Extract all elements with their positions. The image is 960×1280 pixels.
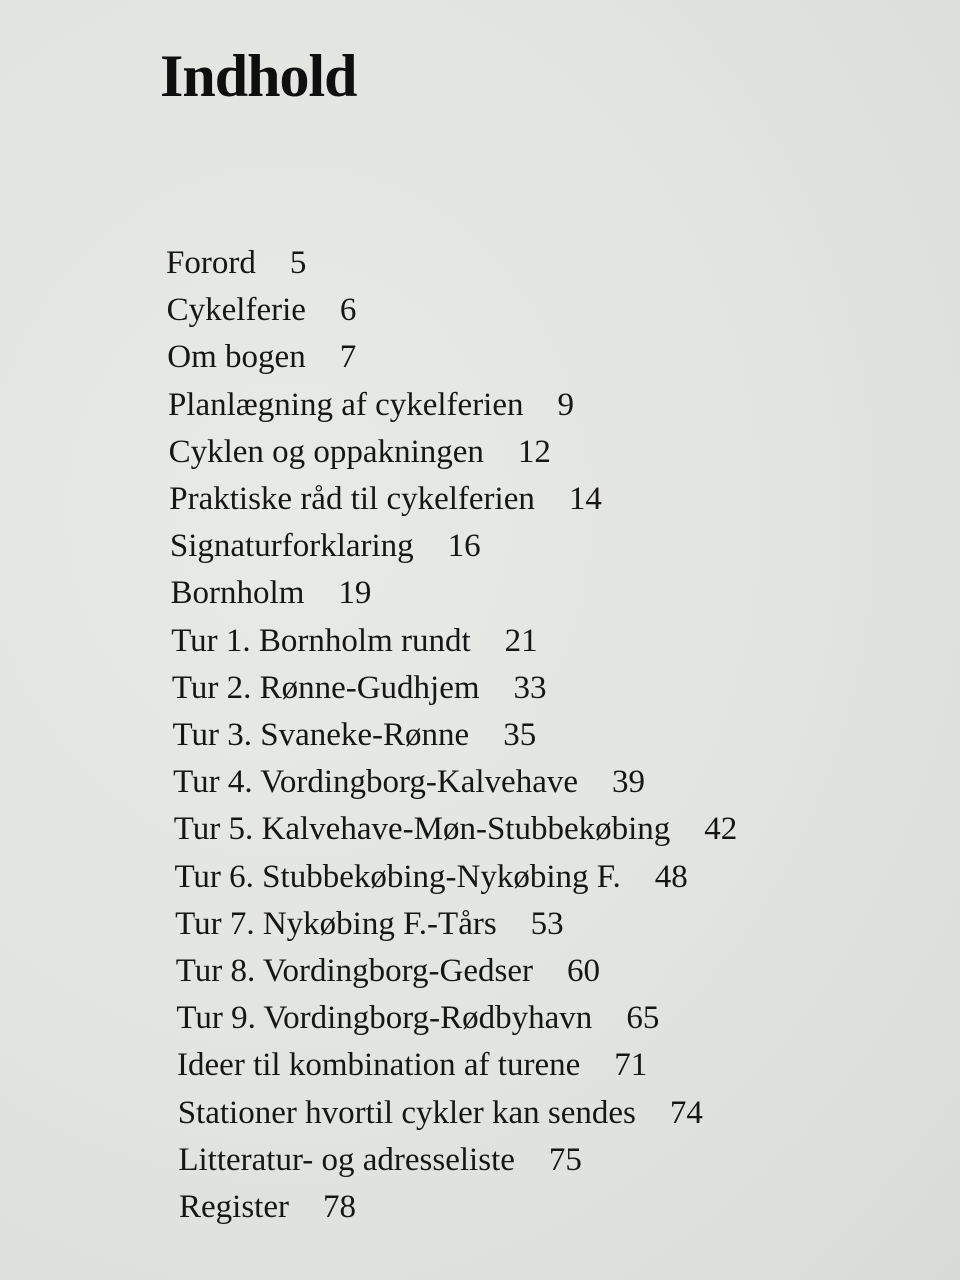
- toc-entry-title: Planlægning af cykelferien: [167, 386, 524, 423]
- toc-entry: [174, 809, 737, 849]
- toc-entry: [177, 1045, 647, 1085]
- toc-entry-page-number: 71: [614, 1047, 648, 1084]
- toc-entry-page-number: 75: [548, 1141, 582, 1178]
- toc-entry: [168, 385, 574, 425]
- toc-entry-title: Praktiske råd til cykelferien: [169, 481, 535, 517]
- toc-entry-title: Stationer hvortil cykler kan sendes: [177, 1094, 636, 1131]
- toc-entry: [175, 904, 564, 944]
- toc-entry: [178, 1140, 582, 1180]
- toc-entry-title: Tur 1. Bornholm rundt: [171, 622, 471, 659]
- toc-entry: [173, 762, 645, 802]
- toc-entry-title: Tur 5. Kalvehave-Møn-Stubbekøbing: [173, 811, 671, 848]
- toc-entry-page-number: 39: [612, 764, 645, 801]
- toc-entry: [171, 621, 537, 661]
- toc-entry-page-number: 16: [447, 528, 481, 565]
- toc-entry: [178, 1093, 703, 1133]
- toc-entry-title: Forord: [166, 245, 256, 281]
- toc-entry-page-number: 9: [557, 386, 574, 423]
- toc-entry-title: Om bogen: [167, 339, 306, 376]
- toc-entry-title: Tur 8. Vordingborg-Gedser: [175, 953, 533, 989]
- toc-entry: [176, 998, 659, 1038]
- toc-entry-page-number: 14: [568, 481, 602, 517]
- toc-entry-title: Tur 2. Rønne-Gudhjem: [171, 669, 480, 706]
- toc-entry: [173, 715, 537, 755]
- toc-entry-title: Cyklen og oppakningen: [168, 433, 484, 470]
- toc-entry: [176, 951, 600, 991]
- toc-entry-title: Tur 3. Svaneke-Rønne: [172, 717, 470, 753]
- toc-entry-title: Cykelferie: [166, 292, 306, 329]
- toc-entry-title: Tur 7. Nykøbing F.-Tårs: [175, 905, 497, 942]
- toc-entry: [167, 337, 356, 377]
- toc-entry-page-number: 19: [338, 575, 372, 612]
- toc-entry-page-number: 74: [669, 1094, 703, 1131]
- toc-entry-page-number: 60: [566, 953, 600, 989]
- toc-entry-page-number: 42: [704, 811, 738, 848]
- toc-entry-page-number: 21: [504, 622, 538, 659]
- toc-entry-page-number: 6: [339, 292, 357, 329]
- toc-entry: [172, 668, 547, 708]
- toc-entry-page-number: 35: [503, 717, 537, 753]
- toc-entry: [169, 432, 551, 472]
- toc-entry: [179, 1187, 356, 1227]
- toc-entry-title: Tur 9. Vordingborg-Rødbyhavn: [176, 1000, 593, 1037]
- toc-entry: [169, 479, 602, 519]
- toc-entry-title: Ideer til kombination af turene: [177, 1047, 581, 1084]
- toc-entry: [171, 573, 372, 613]
- toc-entry-title: Signaturforklaring: [169, 528, 414, 565]
- toc-entry-page-number: 5: [289, 245, 307, 281]
- toc-entry: [170, 526, 481, 566]
- toc-entry-title: Bornholm: [170, 575, 305, 612]
- toc-entry-page-number: 53: [530, 905, 564, 942]
- toc-entry-page-number: 48: [654, 858, 688, 895]
- toc-entry-page-number: 65: [626, 1000, 660, 1037]
- toc-entry-page-number: 33: [513, 669, 547, 706]
- toc-entry-title: Register: [179, 1189, 289, 1225]
- toc-entry-page-number: 12: [517, 433, 551, 470]
- toc-entry-page-number: 7: [339, 339, 357, 376]
- toc-entry-page-number: 78: [322, 1189, 356, 1225]
- toc-entry-title: Tur 6. Stubbekøbing-Nykøbing F.: [174, 858, 621, 895]
- toc-entry-title: Litteratur- og adresseliste: [178, 1141, 515, 1178]
- page-title: Indhold: [160, 43, 357, 109]
- toc-entry: [167, 290, 357, 330]
- toc-entry: [166, 243, 306, 283]
- toc-entry-title: Tur 4. Vordingborg-Kalvehave: [173, 764, 578, 801]
- toc-entry: [174, 857, 687, 897]
